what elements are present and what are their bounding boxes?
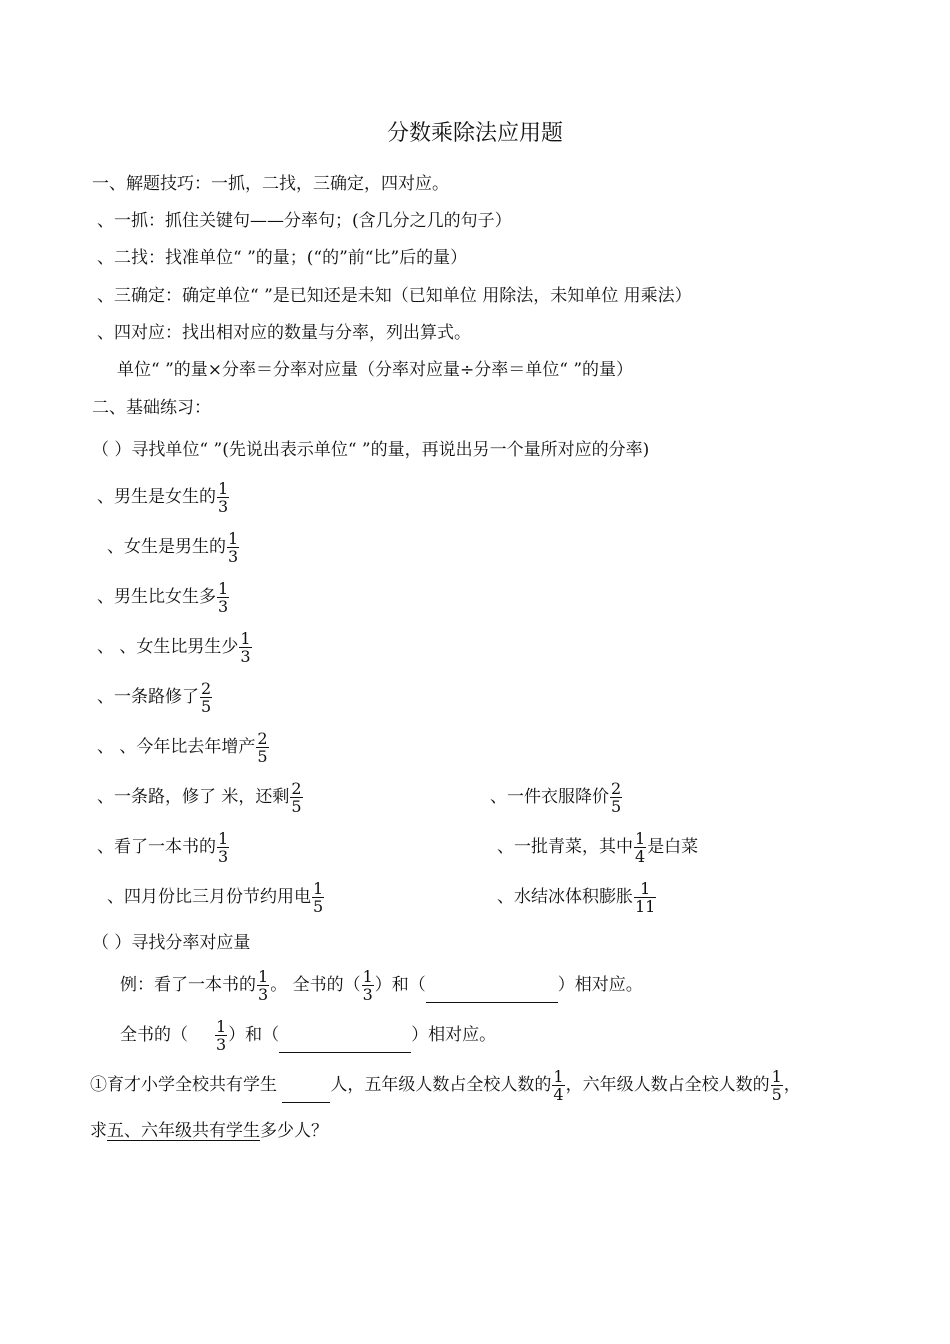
part1-heading: （ ）寻找单位“ ”(先说出表示单位“ ”的量，再说出另一个量所对应的分率) (92, 440, 650, 460)
fraction: $\frac{1}{4}$ (553, 1067, 564, 1104)
section1-heading: 一、解题技巧：一抓，二找，三确定，四对应。 (92, 174, 449, 194)
fraction: $\frac{1}{5}$ (313, 879, 324, 916)
example-suffix: ）相对应。 (557, 975, 643, 995)
exercise-text: 、一条路，修了 米，还剩 (97, 787, 290, 807)
fraction: $\frac{2}{5}$ (291, 779, 302, 816)
fraction: $\frac{1}{3}$ (218, 579, 229, 616)
fraction: $\frac{1}{5}$ (771, 1067, 782, 1104)
fraction: $\frac{1}{3}$ (216, 1017, 227, 1054)
exercise-item (97, 680, 213, 715)
exercise-text: 、一批青菜，其中 (497, 837, 633, 857)
exercise-item (107, 880, 325, 915)
practice-line (120, 1018, 496, 1053)
tip-item-1: 、一抓：抓住关键句——分率句；(含几分之几的句子） (97, 211, 512, 231)
example-prefix: 例：看了一本书的 (120, 975, 256, 995)
exercise-text: 、男生是女生的 (97, 487, 216, 507)
practice-suffix: ）相对应。 (411, 1025, 497, 1045)
fraction: $\frac{2}{5}$ (611, 779, 622, 816)
exercise-item (97, 630, 253, 665)
exercise-item (97, 730, 270, 765)
question-suffix: 多少人？ (260, 1121, 328, 1141)
problem-text: ①育才小学全校共有学生 (90, 1075, 277, 1095)
fraction: $\frac{1}{3}$ (258, 967, 269, 1004)
exercise-item (97, 780, 304, 815)
problem-text: 人，五年级人数占全校人数的 (330, 1075, 552, 1095)
exercise-text-after: 是白菜 (647, 837, 699, 857)
answer-blank[interactable] (426, 984, 558, 1003)
example-line (120, 968, 643, 1003)
formula-line: 单位“ ”的量×分率＝分率对应量（分率对应量÷分率＝单位“ ”的量） (117, 360, 634, 380)
exercise-text: 、男生比女生多 (97, 587, 216, 607)
tip-item-2: 、二找：找准单位“ ”的量；(“的”前“比”后的量） (97, 248, 468, 268)
problem-text: ，六年级人数占全校人数的 (565, 1075, 770, 1095)
example-mid2: ）和（ (374, 975, 426, 995)
exercise-text: 、女生是男生的 (107, 537, 226, 557)
exercise-text: 、 、女生比男生少 (97, 637, 239, 657)
exercise-text: 、看了一本书的 (97, 837, 216, 857)
fraction: $\frac{1}{3}$ (240, 629, 251, 666)
fraction: $\frac{1}{3}$ (218, 479, 229, 516)
practice-mid: ）和（ (228, 1025, 280, 1045)
section2-heading: 二、基础练习： (92, 398, 211, 418)
fraction: $\frac{1}{4}$ (635, 829, 646, 866)
exercise-item (97, 480, 230, 515)
exercise-item (97, 580, 230, 615)
exercise-item (497, 830, 698, 865)
problem-text: ， (783, 1075, 801, 1095)
example-mid: 。 全书的（ (270, 975, 361, 995)
practice-prefix: 全书的（ (120, 1025, 188, 1045)
fraction: $\frac{1}{11}$ (635, 879, 656, 916)
problem-1-question (90, 1120, 328, 1142)
answer-blank[interactable] (279, 1034, 411, 1053)
fraction: $\frac{1}{3}$ (228, 529, 239, 566)
exercise-text: 、 、今年比去年增产 (97, 737, 256, 757)
exercise-item (97, 830, 230, 865)
fraction: $\frac{1}{3}$ (218, 829, 229, 866)
fraction: $\frac{2}{5}$ (257, 729, 268, 766)
exercise-text: 、一条路修了 (97, 687, 199, 707)
exercise-text: 、一件衣服降价 (490, 787, 609, 807)
exercise-text: 、水结冰体积膨胀 (497, 887, 633, 907)
fraction: $\frac{1}{3}$ (362, 967, 373, 1004)
fraction: $\frac{2}{5}$ (201, 679, 212, 716)
part2-heading: （ ）寻找分率对应量 (92, 933, 251, 953)
exercise-item (497, 880, 657, 915)
exercise-item (490, 780, 623, 815)
question-underlined: 五、六年级共有学生 (107, 1121, 260, 1141)
exercise-item (107, 530, 240, 565)
exercise-text: 、四月份比三月份节约用电 (107, 887, 311, 907)
page-title: 分数乘除法应用题 (386, 121, 563, 146)
question-prefix: 求 (90, 1121, 107, 1141)
tip-item-3: 、三确定：确定单位“ ”是已知还是未知（已知单位 用除法，未知单位 用乘法） (97, 286, 692, 306)
tip-item-4: 、四对应：找出相对应的数量与分率，列出算式。 (97, 323, 471, 343)
answer-blank[interactable] (282, 1084, 330, 1103)
problem-1-line1 (90, 1068, 801, 1103)
